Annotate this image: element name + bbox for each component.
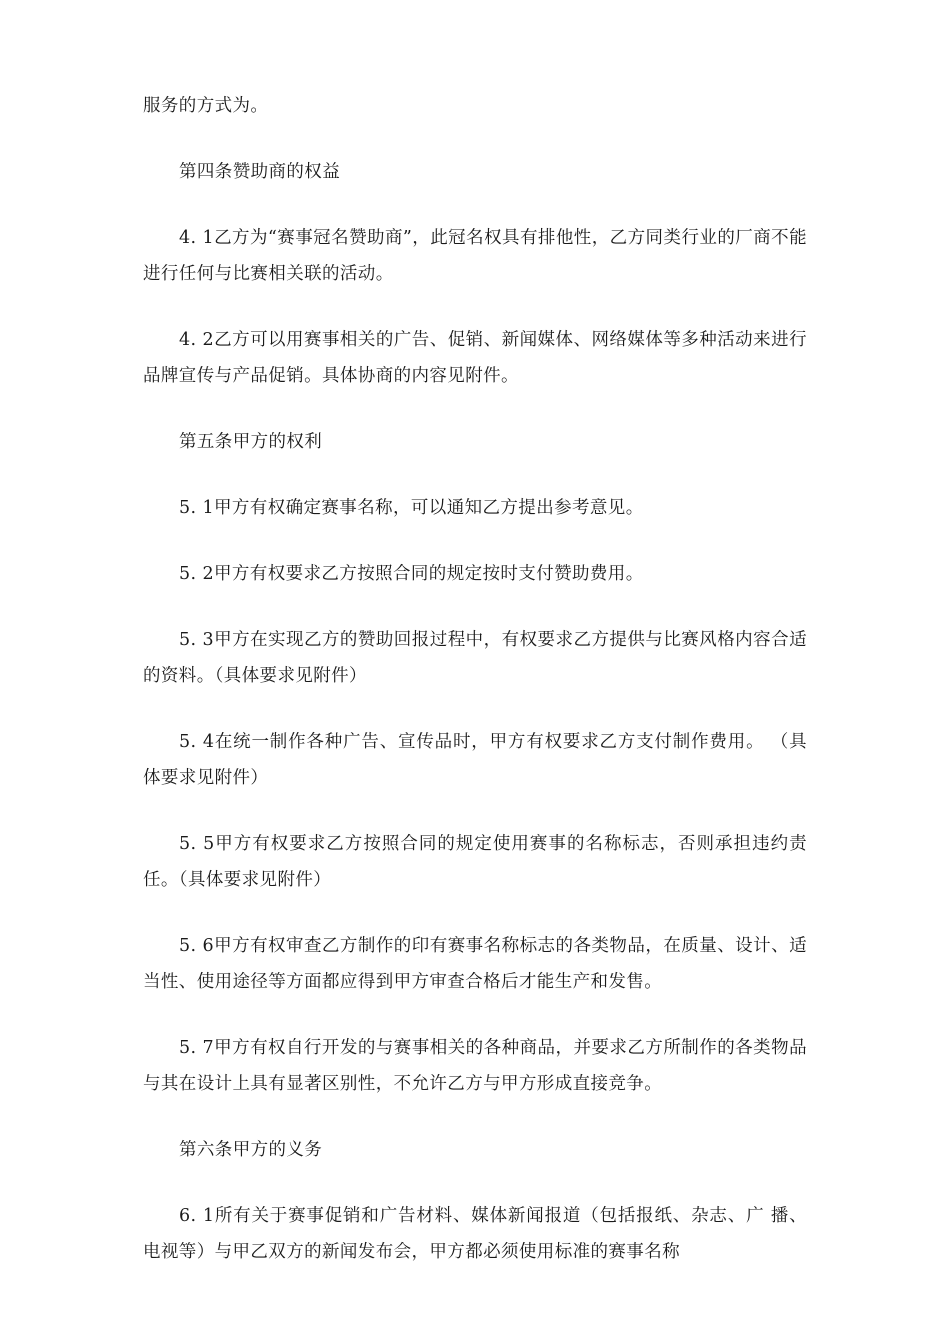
clause-5-6: 5. 6甲方有权审查乙方制作的印有赛事名称标志的各类物品，在质量、设计、适当性、使用途径等方面都应得到甲方审查合格后才能生产和发售。 <box>143 936 807 992</box>
clause-5-1: 5. 1甲方有权确定赛事名称，可以通知乙方提出参考意见。 <box>179 498 644 518</box>
document-body <box>143 88 807 1270</box>
clause-5-7: 5. 7甲方有权自行开发的与赛事相关的各种商品，并要求乙方所制作的各类物品与其在设计上具有显著区别性，不允许乙方与甲方形成直接竞争。 <box>143 1038 807 1094</box>
clause-5-2: 5. 2甲方有权要求乙方按照合同的规定按时支付赞助费用。 <box>179 564 644 584</box>
clause-5-5: 5. 5甲方有权要求乙方按照合同的规定使用赛事的名称标志，否则承担违约责任。（具体要求见附件） <box>143 834 807 890</box>
clause-4-1: 4. 1乙方为“赛事冠名赞助商”，此冠名权具有排他性，乙方同类行业的厂商不能进行任何与比赛相关联的活动。 <box>143 228 807 284</box>
clause-4-2: 4. 2乙方可以用赛事相关的广告、促销、新闻媒体、网络媒体等多种活动来进行品牌宣传与产品促销。具体协商的内容见附件。 <box>143 330 807 386</box>
clause-6-1: 6. 1所有关于赛事促销和广告材料、媒体新闻报道（包括报纸、杂志、广 播、电视等）与甲乙双方的新闻发布会，甲方都必须使用标准的赛事名称 <box>143 1206 807 1262</box>
clause-5-3: 5. 3甲方在实现乙方的赞助回报过程中，有权要求乙方提供与比赛风格内容合适的资料。（具体要求见附件） <box>143 630 807 686</box>
clause-5-4: 5. 4在统一制作各种广告、宣传品时，甲方有权要求乙方支付制作费用。 （具体要求见附件） <box>143 732 807 788</box>
section-heading-article-4: 第四条赞助商的权益 <box>179 162 341 182</box>
section-heading-article-6: 第六条甲方的义务 <box>179 1140 323 1160</box>
section-heading-article-5: 第五条甲方的权利 <box>179 432 323 452</box>
paragraph-service-method: 服务的方式为。 <box>143 96 269 116</box>
